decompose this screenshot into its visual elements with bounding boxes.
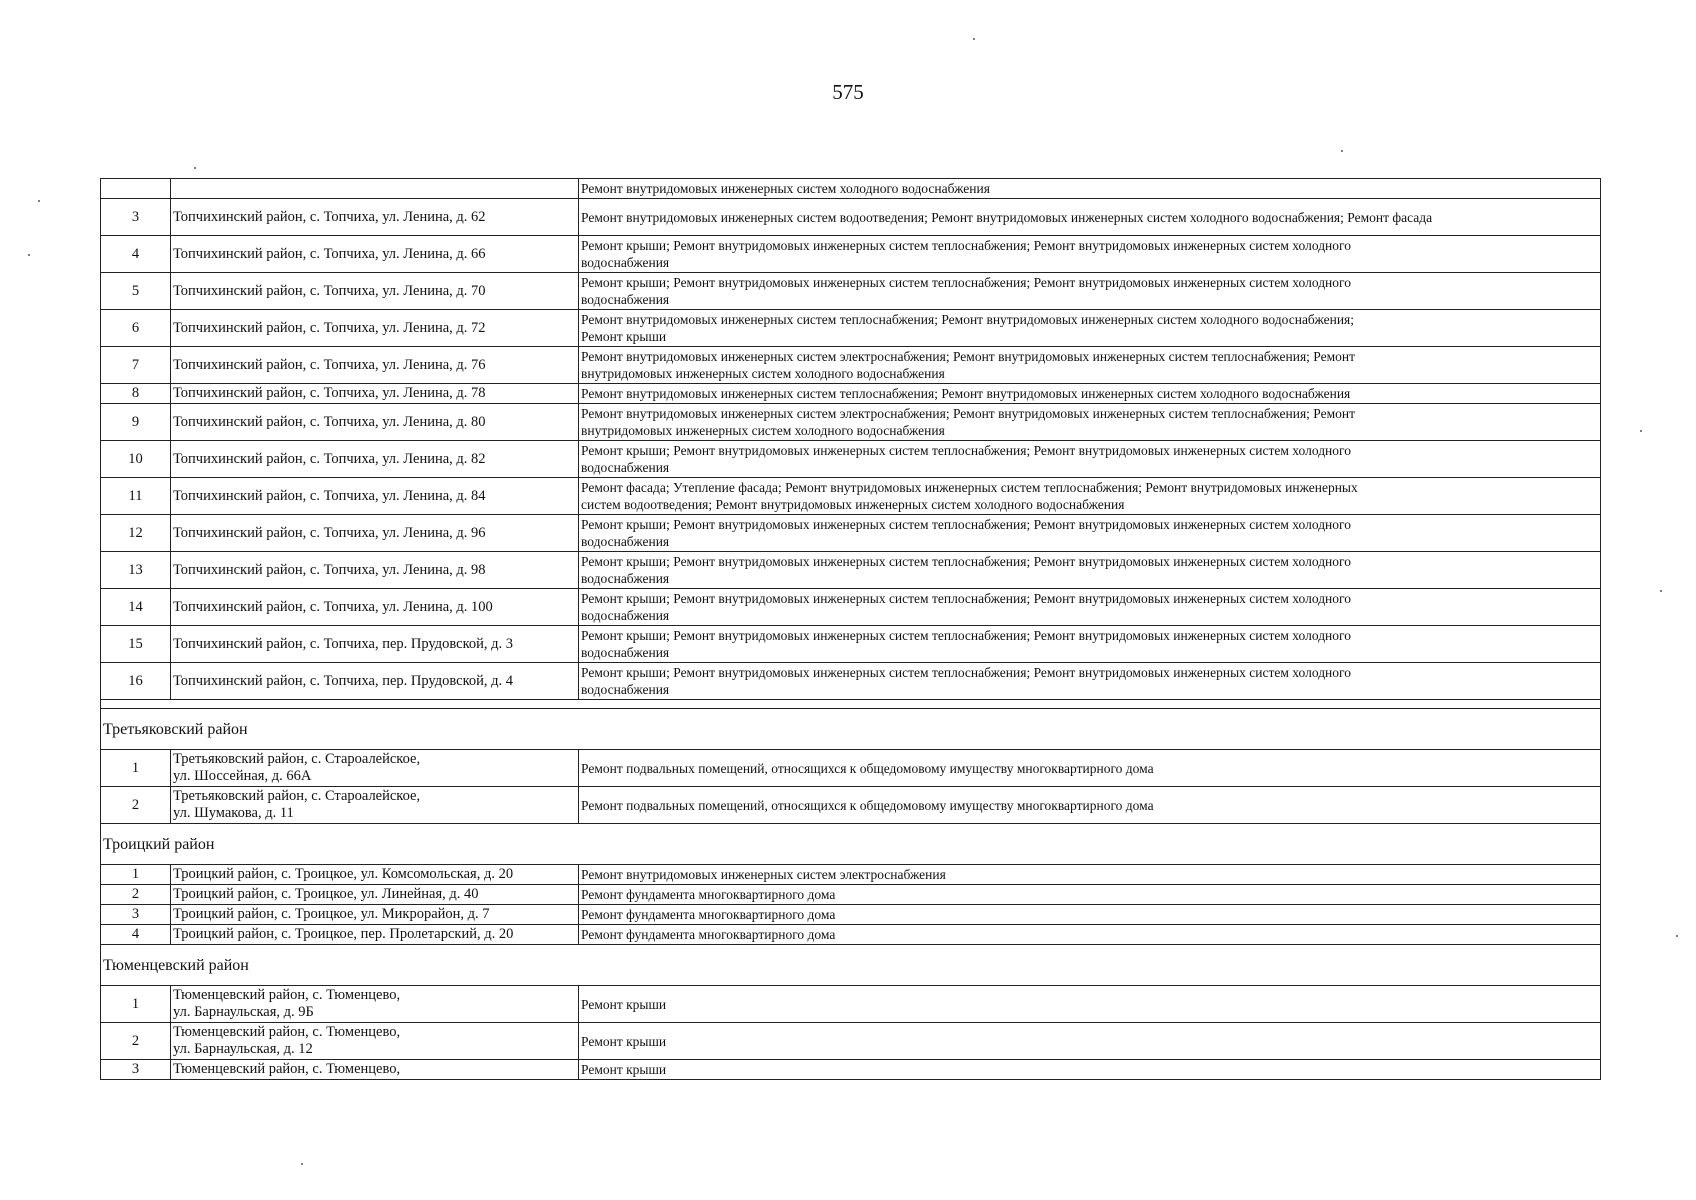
row-address: Троицкий район, с. Троицкое, ул. Микрорайон, д. 7 — [171, 905, 579, 925]
row-works: Ремонт внутридомовых инженерных систем холодного водоснабжения — [579, 179, 1601, 199]
row-number: 9 — [101, 404, 171, 441]
district-heading-row — [101, 824, 1601, 865]
row-number: 6 — [101, 310, 171, 347]
row-number: 11 — [101, 478, 171, 515]
row-number — [101, 179, 171, 199]
scan-speck — [301, 1163, 303, 1165]
row-number: 10 — [101, 441, 171, 478]
scan-speck — [28, 254, 30, 256]
row-works: Ремонт внутридомовых инженерных систем электроснабжения; Ремонт внутридомовых инженерных систем теплоснабжения; Ремонт внутридомовых инженерных систем холодного водоснабжения — [579, 404, 1601, 441]
table-body — [101, 179, 1601, 1080]
row-address: Топчихинский район, с. Топчиха, ул. Ленина, д. 96 — [171, 515, 579, 552]
row-number: 4 — [101, 236, 171, 273]
row-address: Топчихинский район, с. Топчиха, ул. Ленина, д. 84 — [171, 478, 579, 515]
row-number: 2 — [101, 1023, 171, 1060]
table-row — [101, 589, 1601, 626]
repair-list-table — [100, 178, 1601, 1080]
table-row — [101, 663, 1601, 700]
table-row — [101, 865, 1601, 885]
row-works: Ремонт внутридомовых инженерных систем электроснабжения; Ремонт внутридомовых инженерных систем теплоснабжения; Ремонт внутридомовых инженерных систем холодного водоснабжения — [579, 347, 1601, 384]
table-row — [101, 478, 1601, 515]
row-number: 2 — [101, 885, 171, 905]
scan-speck — [194, 167, 196, 169]
row-address: Топчихинский район, с. Топчиха, ул. Ленина, д. 78 — [171, 384, 579, 404]
table-row — [101, 750, 1601, 787]
table-row — [101, 199, 1601, 236]
row-address: Троицкий район, с. Троицкое, пер. Пролетарский, д. 20 — [171, 925, 579, 945]
page-number: 575 — [832, 80, 864, 104]
row-address: Третьяковский район, с. Староалейское, ул. Шоссейная, д. 66А — [171, 750, 579, 787]
row-works: Ремонт подвальных помещений, относящихся к общедомовому имуществу многоквартирного дома — [579, 787, 1601, 824]
scan-speck — [1640, 430, 1642, 432]
table-row — [101, 384, 1601, 404]
row-address: Топчихинский район, с. Топчиха, ул. Ленина, д. 62 — [171, 199, 579, 236]
row-address: Тюменцевский район, с. Тюменцево, ул. Барнаульская, д. 12 — [171, 1023, 579, 1060]
row-address: Тюменцевский район, с. Тюменцево, — [171, 1060, 579, 1080]
row-works: Ремонт крыши; Ремонт внутридомовых инженерных систем теплоснабжения; Ремонт внутридомовых инженерных систем холодного водоснабжения — [579, 663, 1601, 700]
row-works: Ремонт крыши — [579, 1060, 1601, 1080]
scan-speck — [1341, 150, 1343, 152]
row-number: 1 — [101, 750, 171, 787]
table-row — [101, 885, 1601, 905]
district-heading-row — [101, 709, 1601, 750]
row-address: Топчихинский район, с. Топчиха, ул. Ленина, д. 80 — [171, 404, 579, 441]
table-row — [101, 273, 1601, 310]
row-number: 3 — [101, 1060, 171, 1080]
row-number: 14 — [101, 589, 171, 626]
scan-speck — [1660, 590, 1662, 592]
row-address: Топчихинский район, с. Топчиха, пер. Прудовской, д. 3 — [171, 626, 579, 663]
district-heading-row — [101, 945, 1601, 986]
district-heading: Троицкий район — [101, 824, 1601, 865]
row-works: Ремонт внутридомовых инженерных систем электроснабжения — [579, 865, 1601, 885]
row-number: 15 — [101, 626, 171, 663]
row-number: 7 — [101, 347, 171, 384]
row-address: Третьяковский район, с. Староалейское, ул. Шумакова, д. 11 — [171, 787, 579, 824]
table-row — [101, 515, 1601, 552]
row-number: 2 — [101, 787, 171, 824]
row-works: Ремонт крыши; Ремонт внутридомовых инженерных систем теплоснабжения; Ремонт внутридомовых инженерных систем холодного водоснабжения — [579, 589, 1601, 626]
row-number: 8 — [101, 384, 171, 404]
row-works: Ремонт подвальных помещений, относящихся к общедомовому имуществу многоквартирного дома — [579, 750, 1601, 787]
table-row — [101, 441, 1601, 478]
row-address: Троицкий район, с. Троицкое, ул. Линейная, д. 40 — [171, 885, 579, 905]
row-address: Топчихинский район, с. Топчиха, ул. Ленина, д. 82 — [171, 441, 579, 478]
row-address: Топчихинский район, с. Топчиха, ул. Ленина, д. 70 — [171, 273, 579, 310]
row-address: Топчихинский район, с. Топчиха, пер. Прудовской, д. 4 — [171, 663, 579, 700]
row-address: Топчихинский район, с. Топчиха, ул. Ленина, д. 66 — [171, 236, 579, 273]
row-number: 3 — [101, 905, 171, 925]
spacer-cell — [101, 700, 1601, 709]
row-works: Ремонт крыши; Ремонт внутридомовых инженерных систем теплоснабжения; Ремонт внутридомовых инженерных систем холодного водоснабжения — [579, 236, 1601, 273]
row-address: Топчихинский район, с. Топчиха, ул. Ленина, д. 76 — [171, 347, 579, 384]
table-row — [101, 1060, 1601, 1080]
table-row — [101, 347, 1601, 384]
row-works: Ремонт фундамента многоквартирного дома — [579, 925, 1601, 945]
table-row — [101, 925, 1601, 945]
row-works: Ремонт фундамента многоквартирного дома — [579, 885, 1601, 905]
row-number: 13 — [101, 552, 171, 589]
row-address — [171, 179, 579, 199]
table-row — [101, 310, 1601, 347]
row-number: 1 — [101, 865, 171, 885]
table-row — [101, 986, 1601, 1023]
scan-speck — [1676, 935, 1678, 937]
table-row — [101, 1023, 1601, 1060]
row-number: 5 — [101, 273, 171, 310]
row-works: Ремонт крыши — [579, 1023, 1601, 1060]
district-heading: Третьяковский район — [101, 709, 1601, 750]
row-address: Топчихинский район, с. Топчиха, ул. Ленина, д. 72 — [171, 310, 579, 347]
district-heading: Тюменцевский район — [101, 945, 1601, 986]
table-row — [101, 787, 1601, 824]
table-row — [101, 552, 1601, 589]
scan-speck — [38, 200, 40, 202]
row-number: 16 — [101, 663, 171, 700]
row-address: Топчихинский район, с. Топчиха, ул. Ленина, д. 100 — [171, 589, 579, 626]
row-works: Ремонт крыши; Ремонт внутридомовых инженерных систем теплоснабжения; Ремонт внутридомовых инженерных систем холодного водоснабжения — [579, 626, 1601, 663]
row-works: Ремонт крыши; Ремонт внутридомовых инженерных систем теплоснабжения; Ремонт внутридомовых инженерных систем холодного водоснабжения — [579, 273, 1601, 310]
row-works: Ремонт внутридомовых инженерных систем водоотведения; Ремонт внутридомовых инженерных систем холодного водоснабжения; Ремонт фасада — [579, 199, 1601, 236]
row-works: Ремонт фундамента многоквартирного дома — [579, 905, 1601, 925]
row-number: 3 — [101, 199, 171, 236]
row-address: Топчихинский район, с. Топчиха, ул. Ленина, д. 98 — [171, 552, 579, 589]
row-works: Ремонт фасада; Утепление фасада; Ремонт внутридомовых инженерных систем теплоснабжения; Ремонт внутридомовых инженерных систем водоотведения; Ремонт внутридомовых инженерных систем холодного водоснабжения — [579, 478, 1601, 515]
row-works: Ремонт внутридомовых инженерных систем теплоснабжения; Ремонт внутридомовых инженерных систем холодного водоснабжения; Ремонт крыши — [579, 310, 1601, 347]
table-row — [101, 179, 1601, 199]
row-number: 1 — [101, 986, 171, 1023]
row-works: Ремонт крыши; Ремонт внутридомовых инженерных систем теплоснабжения; Ремонт внутридомовых инженерных систем холодного водоснабжения — [579, 515, 1601, 552]
row-address: Тюменцевский район, с. Тюменцево, ул. Барнаульская, д. 9Б — [171, 986, 579, 1023]
row-works: Ремонт крыши; Ремонт внутридомовых инженерных систем теплоснабжения; Ремонт внутридомовых инженерных систем холодного водоснабжения — [579, 552, 1601, 589]
table-row — [101, 236, 1601, 273]
table-row — [101, 905, 1601, 925]
table-row — [101, 404, 1601, 441]
row-works: Ремонт крыши; Ремонт внутридомовых инженерных систем теплоснабжения; Ремонт внутридомовых инженерных систем холодного водоснабжения — [579, 441, 1601, 478]
table-row — [101, 626, 1601, 663]
row-works: Ремонт крыши — [579, 986, 1601, 1023]
row-address: Троицкий район, с. Троицкое, ул. Комсомольская, д. 20 — [171, 865, 579, 885]
spacer-row — [101, 700, 1601, 709]
row-number: 4 — [101, 925, 171, 945]
row-number: 12 — [101, 515, 171, 552]
row-works: Ремонт внутридомовых инженерных систем теплоснабжения; Ремонт внутридомовых инженерных систем холодного водоснабжения — [579, 384, 1601, 404]
scan-speck — [973, 38, 975, 40]
